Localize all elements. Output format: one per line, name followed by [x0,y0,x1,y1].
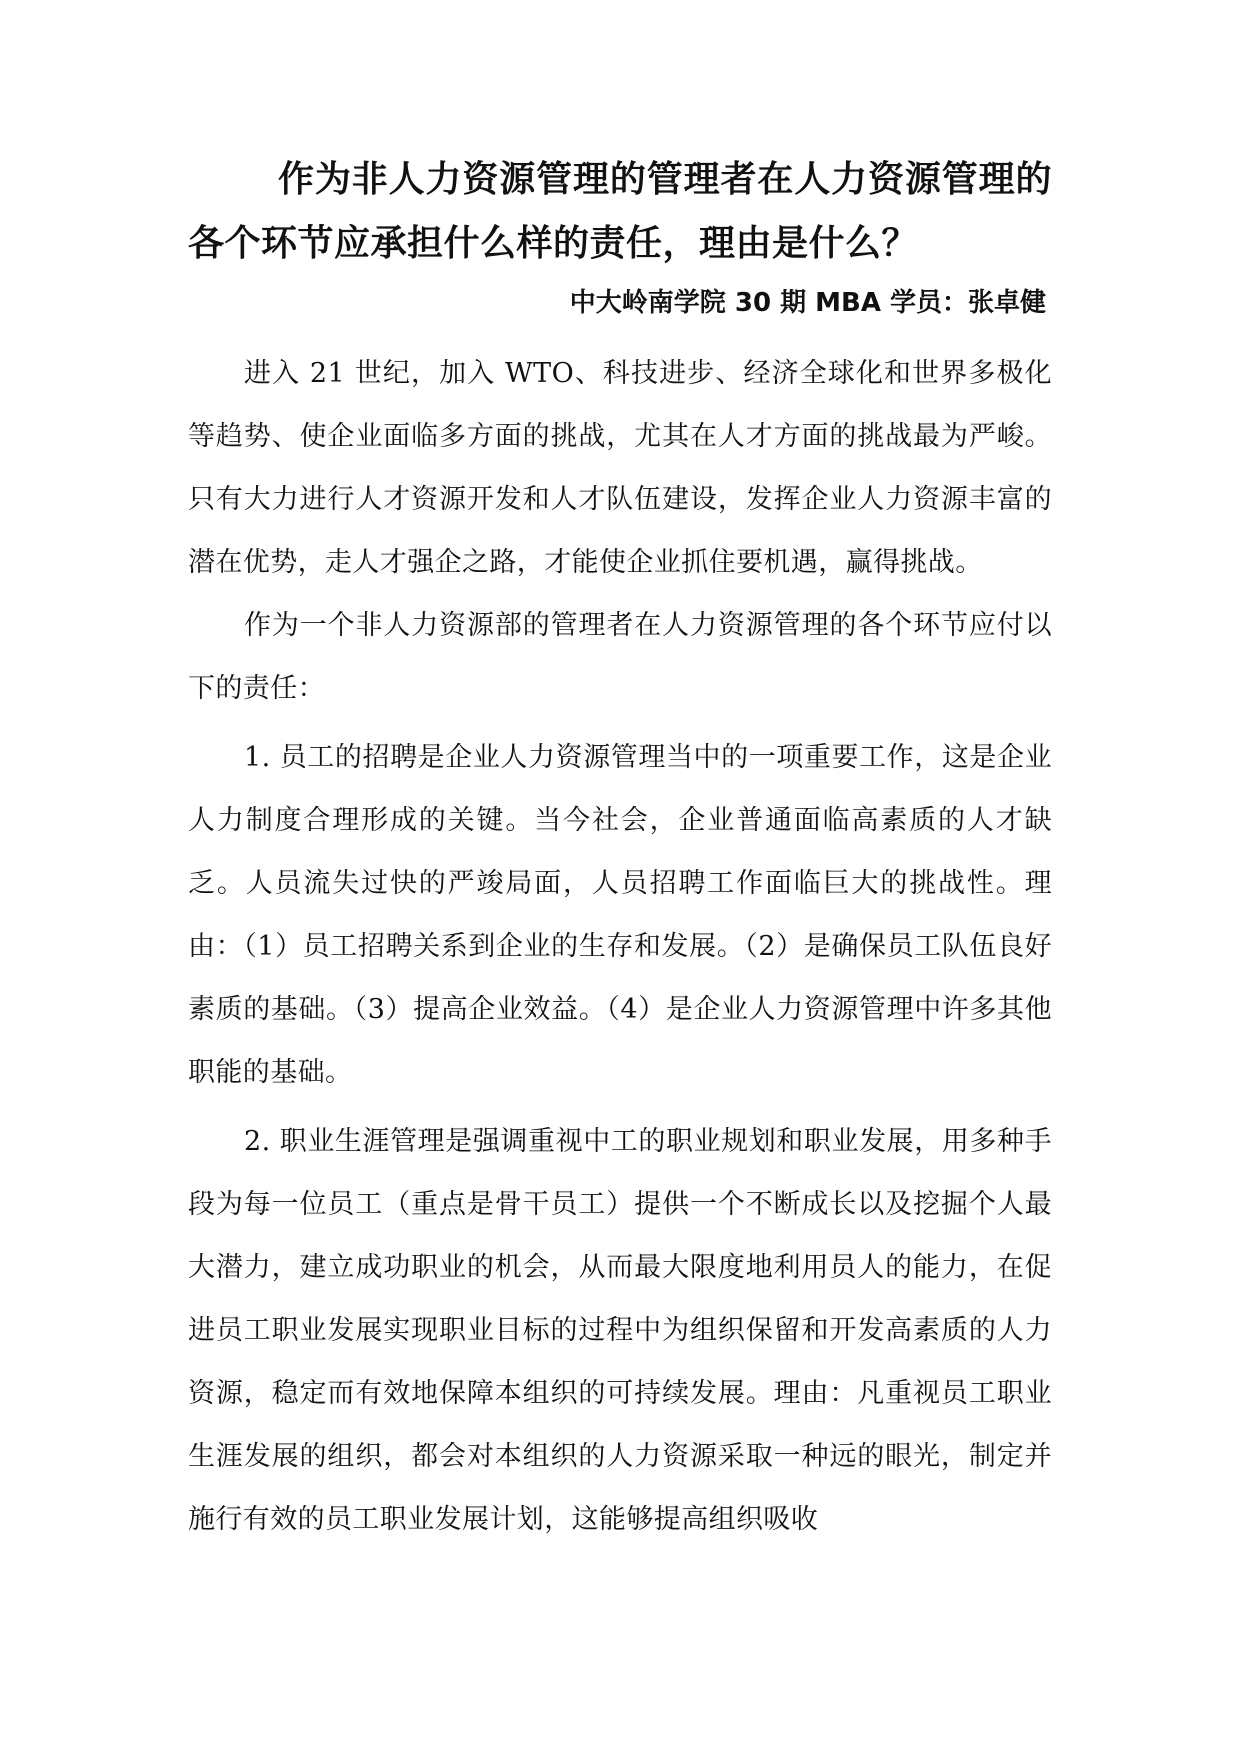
paragraph-recruitment: 1. 员工的招聘是企业人力资源管理当中的一项重要工作，这是企业人力制度合理形成的关键。当今社会，企业普通面临高素质的人才缺乏。人员流失过快的严竣局面，人员招聘工作面临巨大的挑战性。理由：（1）员工招聘关系到企业的生存和发展。（2）是确保员工队伍良好素质的基础。（3）提高企业效益。（4）是企业人力资源管理中许多其他职能的基础。 [188,742,1052,1088]
document-title: 作为非人力资源管理的管理者在人力资源管理的各个环节应承担什么样的责任，理由是什么？ [188,159,1052,264]
paragraph-responsibilities: 作为一个非人力资源部的管理者在人力资源管理的各个环节应付以下的责任： [188,610,1052,704]
paragraph-intro: 进入 21 世纪，加入 WTO、科技进步、经济全球化和世界多极化等趋势、使企业面临多方面的挑战，尤其在人才方面的挑战最为严峻。只有大力进行人才资源开发和人才队伍建设，发挥企业人力资源丰富的潜在优势，走人才强企之路，才能使企业抓住要机遇，赢得挑战。 [188,358,1052,578]
author-line: 中大岭南学院 30 期 MBA 学员：张卓健 [569,288,1046,318]
paragraph-career-management: 2. 职业生涯管理是强调重视中工的职业规划和职业发展，用多种手段为每一位员工（重点是骨干员工）提供一个不断成长以及挖掘个人最大潜力，建立成功职业的机会，从而最大限度地利用员人的能力，在促进员工职业发展实现职业目标的过程中为组织保留和开发高素质的人力资源，稳定而有效地保障本组织的可持续发展。理由：凡重视员工职业生涯发展的组织，都会对本组织的人力资源采取一种远的眼光，制定并施行有效的员工职业发展计划，这能够提高组织吸收 [188,1126,1052,1535]
document-body [188,148,1052,1551]
